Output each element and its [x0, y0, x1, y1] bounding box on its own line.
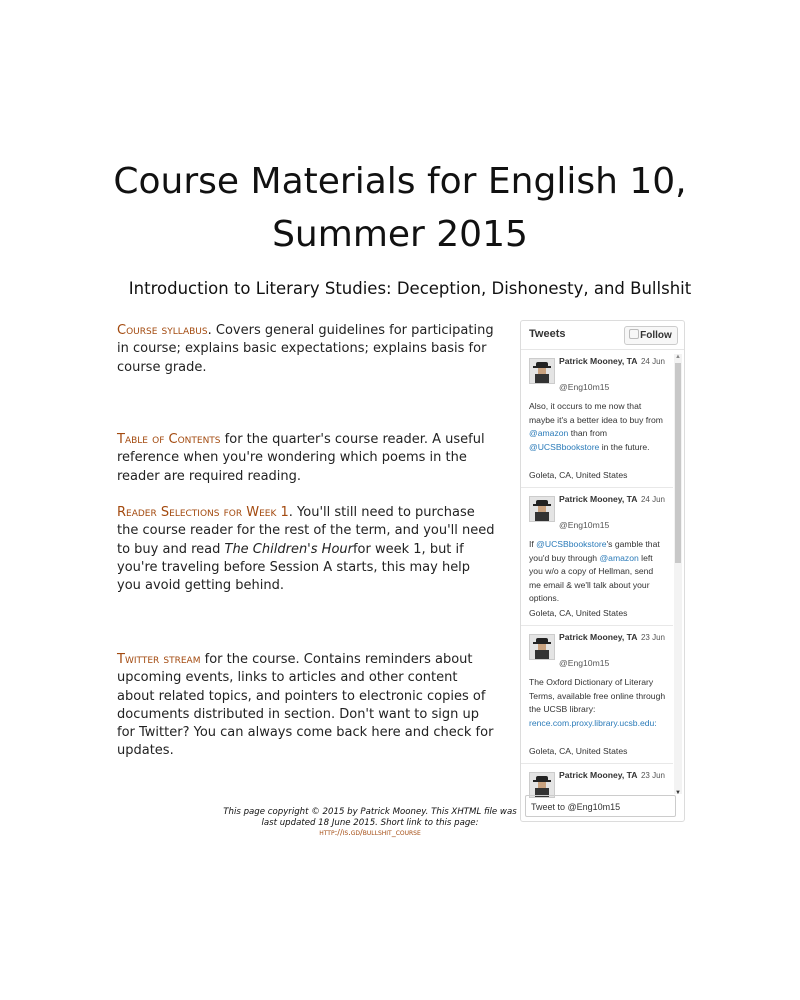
twitter-widget-title: Tweets — [529, 328, 566, 340]
tweet-text: than from — [568, 428, 608, 438]
tweet-handle[interactable]: @Eng10m15 — [559, 520, 610, 530]
tweet-feed[interactable] — [521, 350, 673, 799]
tweet-item — [521, 764, 673, 799]
tweet-item — [521, 488, 673, 626]
entry-twitter-stream — [117, 651, 497, 761]
tweet-handle[interactable]: @Eng10m15 — [559, 382, 610, 392]
scroll-down-icon[interactable]: ▼ — [675, 790, 681, 796]
twitter-widget-header — [521, 321, 684, 350]
avatar[interactable] — [529, 358, 555, 384]
tweet-location: Goleta, CA, United States — [529, 746, 628, 756]
entry-reader-selections — [117, 504, 497, 595]
page-title: Course Materials for English 10, Summer 2015 — [113, 161, 687, 255]
tweet-text: The Oxford Dictionary of Literary Terms, available free online through the UCSB library: — [529, 677, 666, 714]
tweet-text: Also, it occurs to me now that maybe it's a better idea to buy from — [529, 401, 663, 425]
tweet-body — [529, 400, 667, 454]
tweet-author[interactable]: Patrick Mooney, TA — [559, 632, 638, 642]
entry-syllabus — [117, 322, 497, 377]
reader-selections-text-after: for week 1, but if you're traveling before Session A starts, this may help you avoid getting behind. — [117, 541, 471, 594]
tweet-url-link[interactable]: rence.com.proxy.library.ucsb.edu: — [529, 717, 657, 728]
tweet-text: 's gamble that you'd buy through — [529, 539, 660, 563]
short-link[interactable]: http://is.gd/bullshit_course — [319, 828, 421, 837]
avatar[interactable] — [529, 634, 555, 660]
footer — [220, 807, 520, 839]
reader-selections-link[interactable]: Reader Selections for Week 1 — [117, 505, 289, 520]
tweet-body — [529, 538, 667, 606]
tweet-text: in the future. — [599, 441, 650, 452]
tweet-text: left you w/o a copy of Hellman, send me email & we'll talk about your options. — [529, 552, 654, 603]
entry-table-of-contents — [117, 431, 497, 486]
twitter-widget — [520, 320, 685, 822]
follow-label: Follow — [640, 330, 672, 341]
page-subtitle: Introduction to Literary Studies: Deception, Dishonesty, and Bullshit — [128, 279, 692, 298]
table-of-contents-link[interactable]: Table of Contents — [117, 432, 221, 447]
mention-link[interactable]: @UCSBbookstore — [529, 441, 600, 452]
reader-selections-text-before: . You'll still need to purchase the course reader for the rest of the term, and you'll need to buy and read — [117, 505, 495, 557]
tweet-compose-box[interactable]: Tweet to @Eng10m15 — [525, 795, 676, 817]
tweet-text: If — [529, 539, 537, 549]
tweet-item — [521, 350, 673, 488]
tweet-author[interactable]: Patrick Mooney, TA — [559, 356, 638, 366]
follow-button[interactable] — [624, 326, 678, 345]
tweet-author[interactable]: Patrick Mooney, TA — [559, 770, 638, 780]
scrollbar-thumb[interactable] — [675, 363, 681, 563]
mention-link[interactable]: @amazon — [529, 428, 569, 438]
syllabus-description: . Covers general guidelines for participating in course; explains basic expectations; explains basis for course grade. — [117, 323, 494, 375]
twitter-stream-description: for the course. Contains reminders about upcoming events, links to articles and other content about related topics, and pointers to electronic copies of documents distributed in section. Don't want to sign up for Twitter? You can always come back here and check for updates. — [117, 652, 494, 759]
scroll-up-icon[interactable]: ▲ — [675, 354, 681, 360]
mention-link[interactable]: @UCSBbookstore — [536, 539, 607, 549]
book-title: The Children's Hour — [224, 541, 353, 557]
tweet-date[interactable]: 23 Jun — [640, 771, 665, 780]
tweet-date[interactable]: 23 Jun — [640, 633, 665, 642]
footer-copyright: This page copyright © 2015 by Patrick Mooney. This XHTML file was last updated 18 June 2015. Short link to this page: — [223, 807, 517, 828]
tweet-body — [529, 676, 667, 730]
tweet-location: Goleta, CA, United States — [529, 608, 628, 618]
table-of-contents-description: for the quarter's course reader. A useful reference when you're wondering which poems in the reader are required reading. — [117, 432, 485, 484]
tweet-author[interactable]: Patrick Mooney, TA — [559, 494, 638, 504]
tweet-handle[interactable]: @Eng10m15 — [559, 658, 610, 668]
syllabus-link[interactable]: Course syllabus — [117, 323, 208, 338]
tweet-location: Goleta, CA, United States — [529, 470, 628, 480]
feed-scrollbar[interactable] — [674, 354, 682, 794]
tweet-date[interactable]: 24 Jun — [640, 357, 665, 366]
tweet-date[interactable]: 24 Jun — [640, 495, 665, 504]
mention-link[interactable]: @amazon — [599, 552, 639, 563]
twitter-bird-icon — [629, 329, 639, 339]
avatar[interactable] — [529, 496, 555, 522]
tweet-item — [521, 626, 673, 764]
twitter-stream-link[interactable]: Twitter stream — [117, 652, 201, 667]
